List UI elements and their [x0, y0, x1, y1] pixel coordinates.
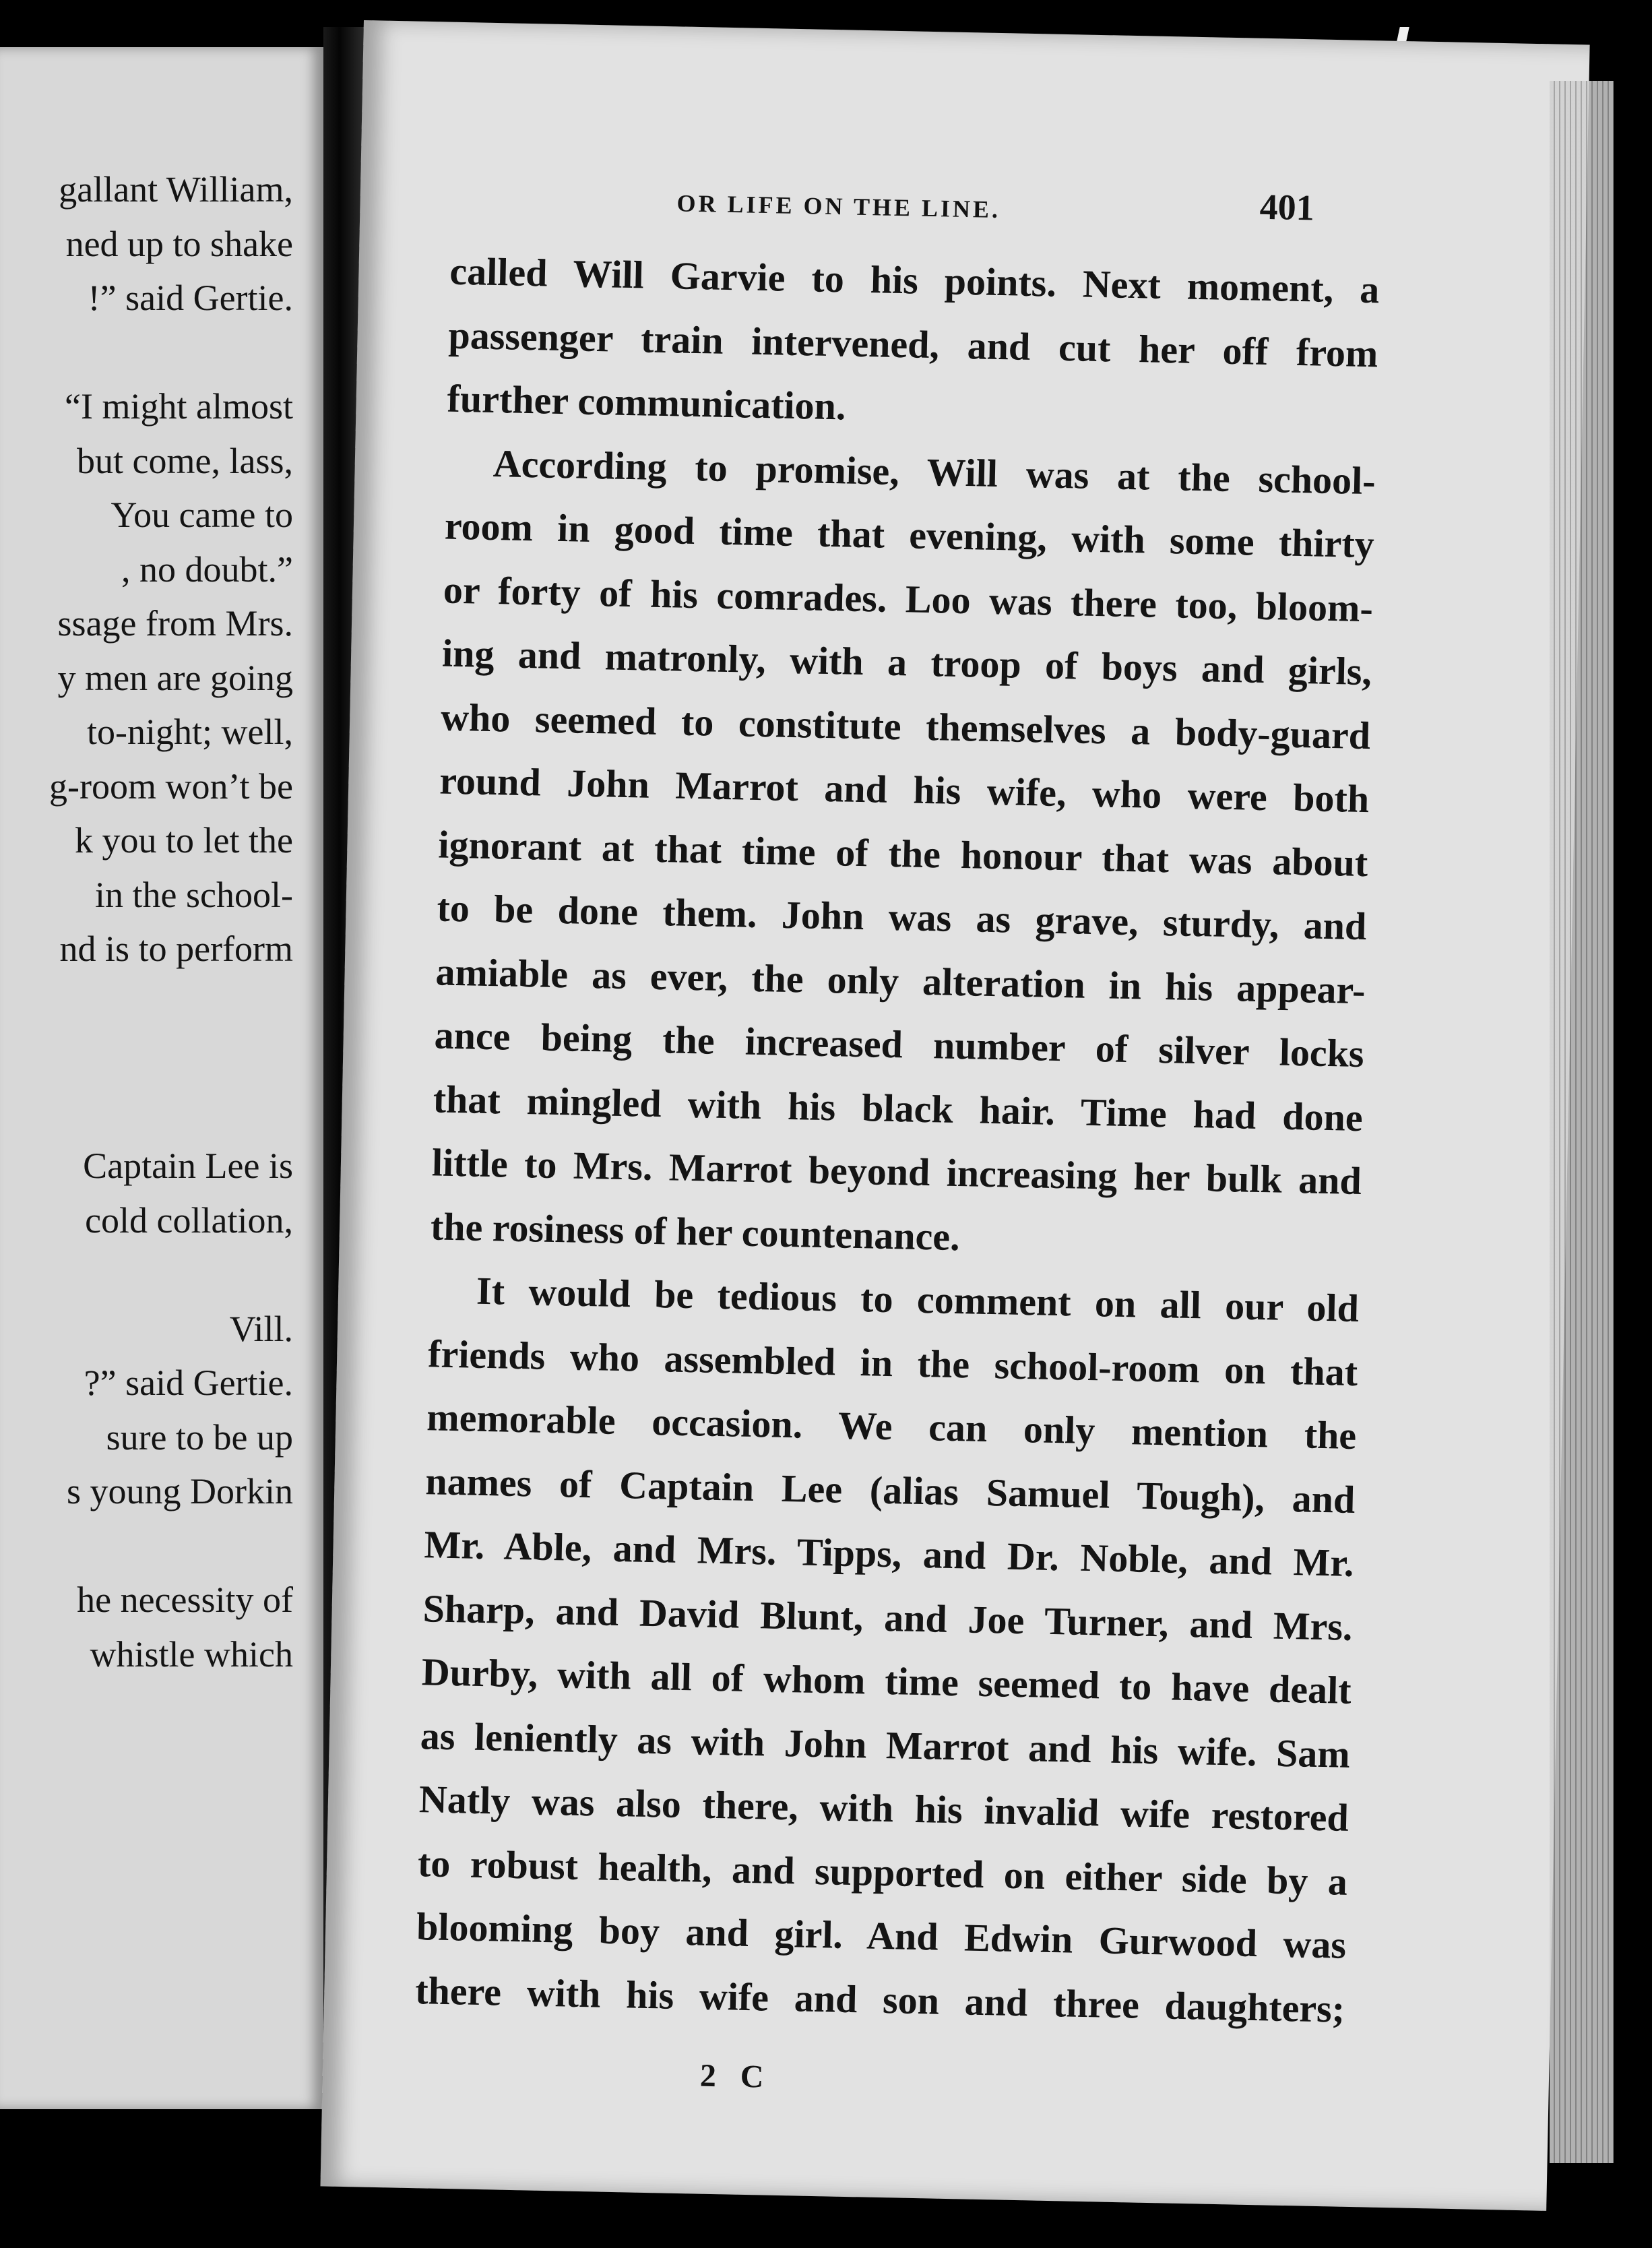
body-line: amiable as ever, the only alteration in his appear-: [435, 949, 1366, 1012]
body-line: Natly was also there, with his invalid wife restored: [418, 1777, 1349, 1840]
page-edges: [1550, 81, 1614, 2163]
left-page-line: but come, lass,: [77, 440, 293, 481]
body-line: room in good time that evening, with some thirty: [444, 503, 1375, 567]
body-line: Mr. Able, and Mrs. Tipps, and Dr. Noble, and Mr.: [423, 1522, 1354, 1585]
body-line: names of Captain Lee (alias Samuel Tough), and: [424, 1458, 1356, 1522]
body-line: memorable occasion. We can only mention the: [426, 1395, 1357, 1458]
left-page-line: nd is to perform: [59, 929, 293, 969]
body-line: as leniently as with John Marrot and his wife. Sam: [420, 1713, 1351, 1776]
page-number: 401: [1259, 186, 1315, 228]
left-page-line: sure to be up: [106, 1416, 293, 1458]
right-page: [320, 20, 1589, 2211]
body-line: further communication.: [447, 376, 847, 429]
left-page-line: !” said Gertie.: [88, 278, 293, 318]
body-line: friends who assembled in the school-room on that: [427, 1331, 1358, 1394]
body-line: ing and matronly, with a troop of boys and girls,: [441, 631, 1372, 694]
left-page-line: y men are going: [57, 657, 293, 698]
running-head: OR LIFE ON THE LINE.: [676, 189, 1001, 224]
body-line: Durby, with all of whom time seemed to have dealt: [421, 1650, 1352, 1712]
left-page-line: gallant William,: [59, 169, 293, 210]
signature-mark: 2 C: [699, 2057, 773, 2095]
body-line: called Will Garvie to his points. Next moment, a: [449, 249, 1380, 312]
left-page-line: he necessity of: [77, 1580, 293, 1620]
left-page-line: g-room won’t be: [49, 766, 293, 807]
left-page-line: ned up to shake: [65, 223, 293, 264]
left-page-line: , no doubt.”: [121, 549, 293, 590]
left-page-line: cold collation,: [85, 1199, 293, 1241]
body-line: little to Mrs. Marrot beyond increasing her bulk and: [431, 1140, 1362, 1204]
left-page-line: Vill.: [229, 1308, 293, 1349]
body-line: It would be tedious to comment on all our old: [476, 1268, 1360, 1331]
body-line: ignorant at that time of the honour that was about: [437, 821, 1368, 885]
left-page: [0, 47, 323, 2109]
left-page-line: “I might almost: [65, 386, 293, 427]
body-line: there with his wife and son and three daughters;: [414, 1968, 1345, 2031]
body-line: Sharp, and David Blunt, and Joe Turner, and Mrs.: [422, 1586, 1354, 1649]
left-page-line: You came to: [110, 495, 293, 535]
body-line: According to promise, Will was at the school-: [493, 441, 1376, 503]
left-page-line: ssage from Mrs.: [57, 603, 293, 644]
body-line: who seemed to constitute themselves a body-guard: [440, 695, 1371, 757]
left-page-line: ?” said Gertie.: [84, 1363, 293, 1403]
body-line: round John Marrot and his wife, who were both: [439, 758, 1370, 821]
body-line: passenger train intervened, and cut her off from: [448, 313, 1379, 375]
left-page-line: s young Dorkin: [67, 1471, 293, 1511]
body-line: that mingled with his black hair. Time had done: [433, 1076, 1364, 1139]
body-line: to robust health, and supported on either side by a: [417, 1840, 1348, 1904]
body-line: blooming boy and girl. And Edwin Gurwood was: [416, 1904, 1347, 1967]
left-page-line: to-night; well,: [87, 712, 293, 752]
left-page-line: whistle which: [90, 1633, 293, 1675]
body-line: or forty of his comrades. Loo was there too, bloom-: [443, 567, 1374, 630]
left-page-line: Captain Lee is: [83, 1146, 293, 1186]
body-line: ance being the increased number of silver locks: [434, 1013, 1365, 1076]
left-page-line: in the school-: [95, 874, 293, 915]
body-line: the rosiness of her countenance.: [430, 1204, 961, 1259]
body-line: to be done them. John was as grave, sturdy, and: [436, 885, 1367, 949]
left-page-line: k you to let the: [75, 820, 293, 861]
